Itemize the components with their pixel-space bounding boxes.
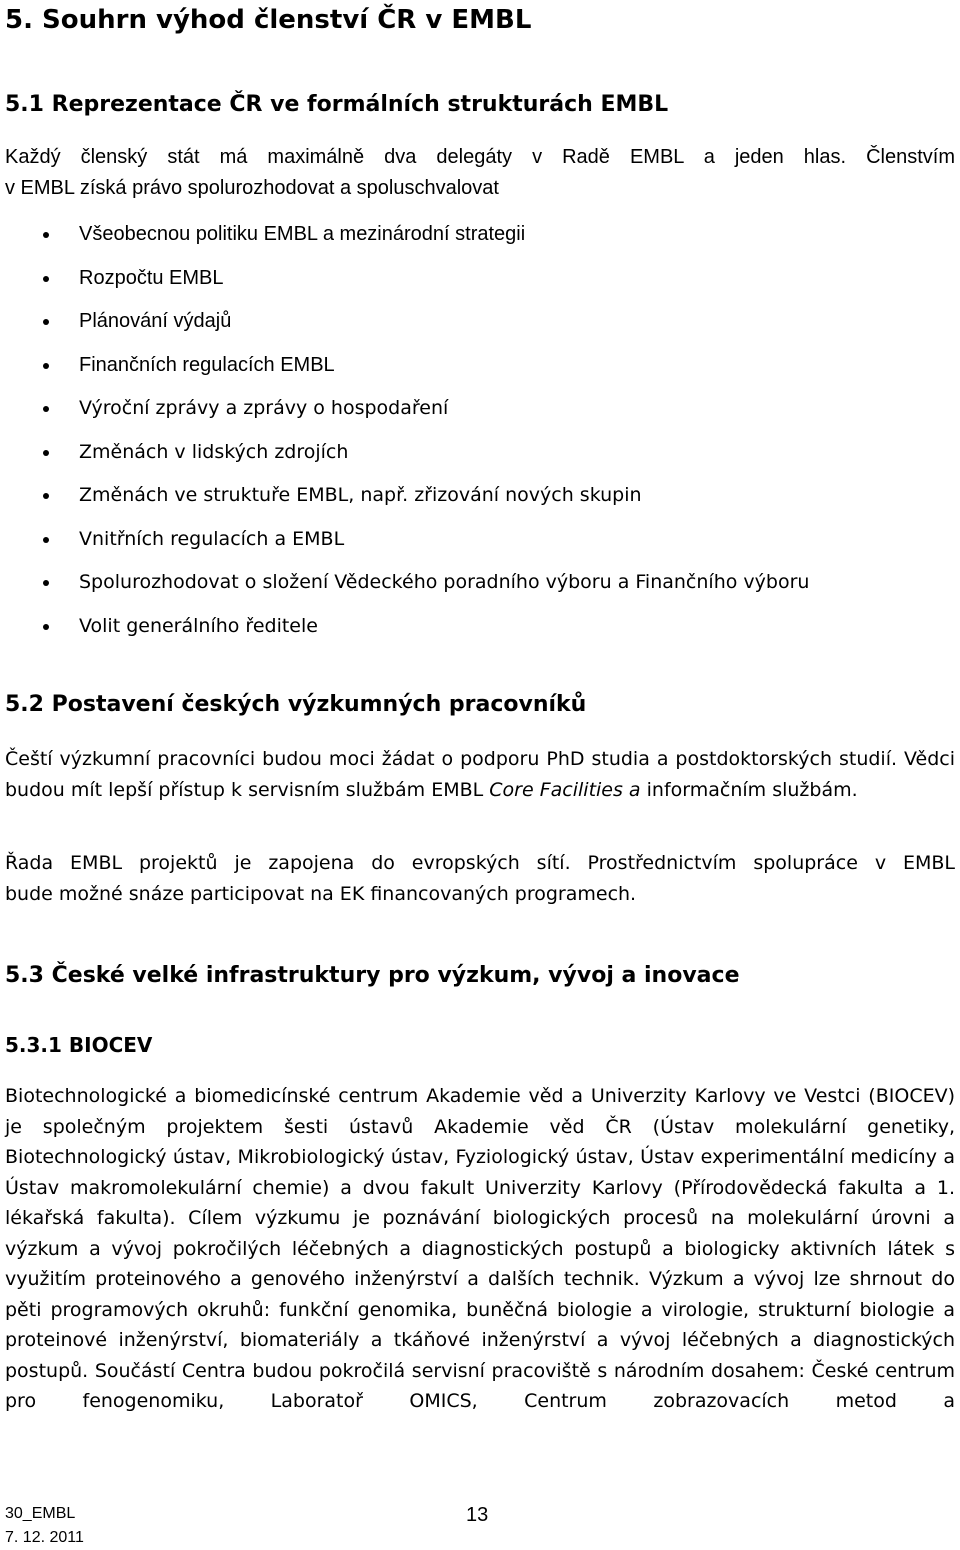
paragraph-text: Čeští výzkumní pracovníci budou moci žádat o podporu PhD studia a postdoktorských studií. Vědci budou mít lepší přístup k servisním službám EMBL [5,748,955,801]
section-5-2-paragraph-1 [5,744,955,805]
list-item-text: Všeobecnou politiku EMBL a mezinárodní strategii [79,223,526,245]
footer-date: 7. 12. 2011 [5,1529,84,1546]
intro-line-2: v EMBL získá právo spolurozhodovat a spoluschvalovat [5,176,499,199]
paragraph-text-end: informačním službám. [640,778,858,801]
list-item [0,474,950,518]
section-heading-5-1: 5.1 Reprezentace ČR ve formálních strukturách EMBL [5,92,669,117]
section-heading-5-3: 5.3 České velké infrastruktury pro výzkum, vývoj a inovace [5,963,740,988]
list-item [0,431,950,475]
section-heading-5-2: 5.2 Postavení českých výzkumných pracovníků [5,692,587,717]
list-item [0,387,950,431]
list-item-text: Volit generálního ředitele [79,614,318,637]
list-item [0,300,950,344]
footer-doc-id: 30_EMBL [5,1505,76,1522]
list-item [0,213,950,257]
list-item [0,561,950,605]
list-item-text: Změnách ve struktuře EMBL, např. zřizování nových skupin [79,484,642,506]
list-item [0,257,950,301]
subsection-heading-5-3-1: 5.3.1 BIOCEV [5,1033,153,1057]
list-item-text: Spolurozhodovat o složení Vědeckého poradního výboru a Finančního výboru [79,571,810,593]
bullet-icon [43,580,49,586]
list-item-text: Výroční zprávy a zprávy o hospodaření [79,397,449,419]
list-item-text: Vnitřních regulacích a EMBL [79,527,345,550]
list-item-text: Změnách v lidských zdrojích [79,440,349,463]
list-item [0,605,950,649]
bullet-icon [43,232,49,238]
paragraph-2-line-1: Řada EMBL projektů je zapojena do evropských sítí. Prostřednictvím spolupráce v EMBL [5,852,955,874]
biocev-paragraph: Biotechnologické a biomedicínské centrum Akademie věd a Univerzity Karlovy ve Vestci (BIOCEV) je společným projektem šesti ústavů Akademie věd ČR (Ústav molekulární genetiky, Biotechnologický ústav, Mikrobiologický ústav, Fyziologický ústav, Ústav experimentální medicíny a Ústav makromolekulární chemie) a dvou fakult Univerzity Karlovy (Přírodovědecká fakulta a 1. lékařská fakulta). Cílem výzkumu je poznávání biologických procesů na molekulární úrovni a výzkum a vývoj pokročilých léčebných a diagnostických postupů a biologicky aktivních látek s využitím proteinového a genového inženýrství a dalších technik. Výzkum a vývoj lze shrnout do pěti programových okruhů: funkční genomika, buněčná biologie a virologie, strukturní biologie a proteinové inženýrství, biomateriály a tkáňové inženýrství a vývoj léčebných a diagnostických postupů. Součástí Centra budou pokročilá servisní pracoviště s národním dosahem: České centrum pro fenogenomiku, Laboratoř OMICS, Centrum zobrazovacích metod a [5,1085,955,1412]
intro-line-1: Každý členský stát má maximálně dva delegáty v Radě EMBL a jeden hlas. Členstvím [5,146,955,168]
bullet-icon [43,493,49,499]
list-item-text: Plánování výdajů [79,310,232,332]
page-number: 13 [466,1504,489,1526]
section-5-2-paragraph-2 [5,848,955,909]
bullet-icon [43,406,49,412]
bullet-icon [43,450,49,456]
bullet-list [0,213,950,648]
bullet-icon [43,624,49,630]
bullet-icon [43,276,49,282]
bullet-icon [43,319,49,325]
chapter-title: 5. Souhrn výhod členství ČR v EMBL [5,5,532,35]
list-item [0,518,950,562]
bullet-icon [43,537,49,543]
italic-term: Core Facilities a [489,778,641,801]
list-item-text: Finančních regulacích EMBL [79,353,335,376]
footer-info [5,1502,84,1550]
paragraph-2-line-2: bude možné snáze participovat na EK financovaných programech. [5,882,637,905]
bullet-icon [43,363,49,369]
list-item [0,344,950,388]
list-item-text: Rozpočtu EMBL [79,266,224,289]
section-5-1-intro [5,142,955,203]
